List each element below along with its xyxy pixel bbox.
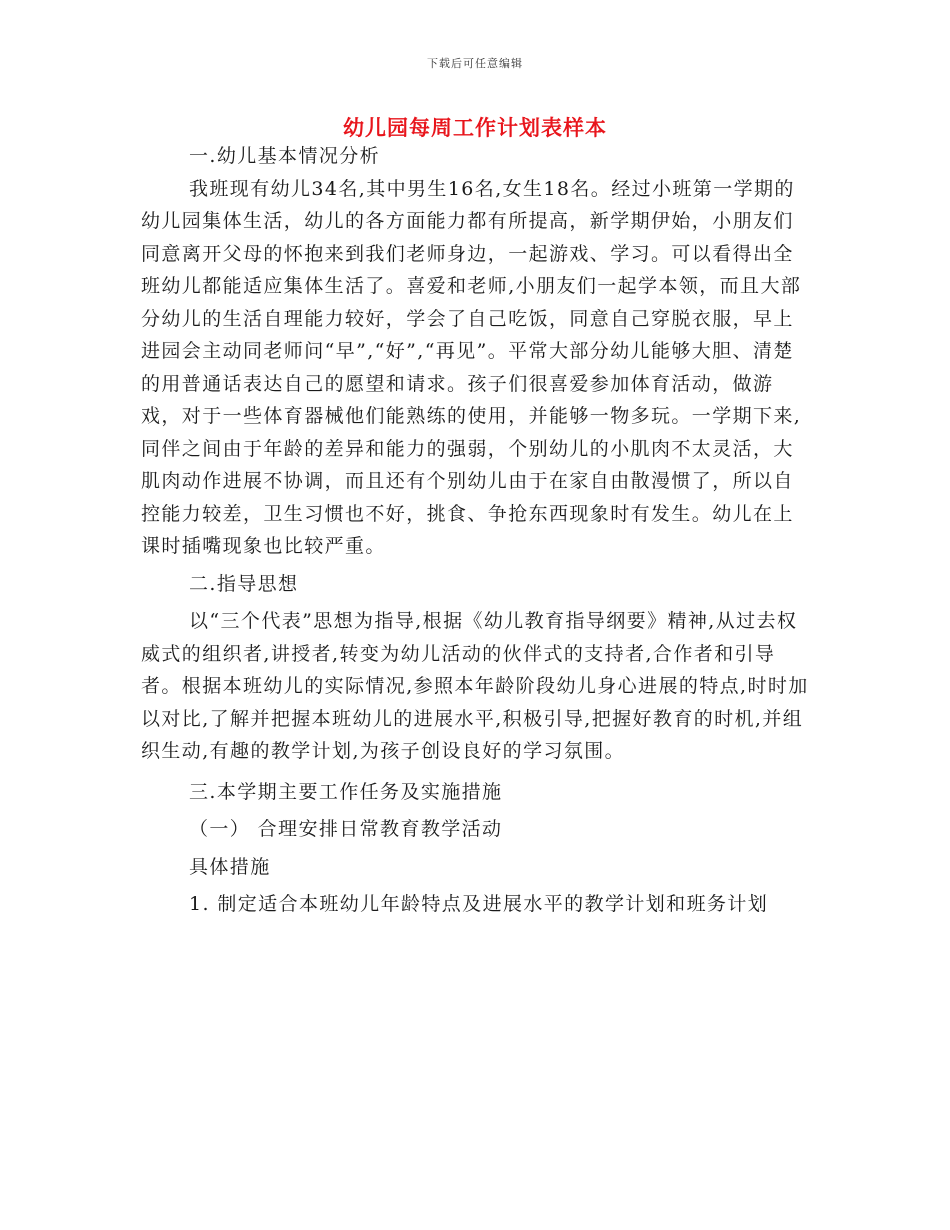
page-header-note: 下载后可任意编辑 [427,57,523,70]
section-3-heading: 三.本学期主要工作任务及实施措施 [189,780,503,803]
section-1-paragraph: 我班现有幼儿34名,其中男生16名,女生18名。经过小班第一学期的幼儿园集体生活，幼儿的各方面能力都有所提高，新学期伊始，小朋友们同意离开父母的怀抱来到我们老师身边，一起游戏、学习。可以看得出全班幼儿都能适应集体生活了。喜爱和老师,小朋友们一起学本领，而且大部分幼儿的生活自理能力较好，学会了自己吃饭，同意自己穿脱衣服，早上进园会主动同老师问“早”,“好”,“再见”。平常大部分幼儿能够大胆、清楚的用普通话表达自己的愿望和请求。孩子们很喜爱参加体育活动，做游戏，对于一些体育器械他们能熟练的使用，并能够一物多玩。一学期下来,同伴之间由于年龄的差异和能力的强弱，个别幼儿的小肌肉不太灵活，大肌肉动作进展不协调，而且还有个别幼儿由于在家自由散漫惯了，所以自控能力较差，卫生习惯也不好，挑食、争抢东西现象时有发生。幼儿在上课时插嘴现象也比较严重。 [141,177,802,557]
section-2-paragraph: 以“三个代表”思想为指导,根据《幼儿教育指导纲要》精神,从过去权威式的组织者,讲授者,转变为幼儿活动的伙伴式的支持者,合作者和引导者。根据本班幼儿的实际情况,参照本年龄阶段幼儿身心进展的特点,时时加以对比,了解并把握本班幼儿的进展水平,积极引导,把握好教育的时机,并组织生动,有趣的教学计划,为孩子创设良好的学习氛围。 [141,610,809,762]
section-1-heading: 一.幼儿基本情况分析 [189,145,381,167]
section-3-item-1: 1. 制定适合本班幼儿年龄特点及进展水平的教学计划和班务计划 [189,893,769,915]
section-3-subheading: （一） 合理安排日常教育教学活动 [189,818,503,840]
document-body [141,140,809,921]
section-3-measures-label: 具体措施 [189,855,271,878]
section-2-heading: 二.指导思想 [189,572,299,595]
document-title: 幼儿园每周工作计划表样本 [343,116,607,140]
